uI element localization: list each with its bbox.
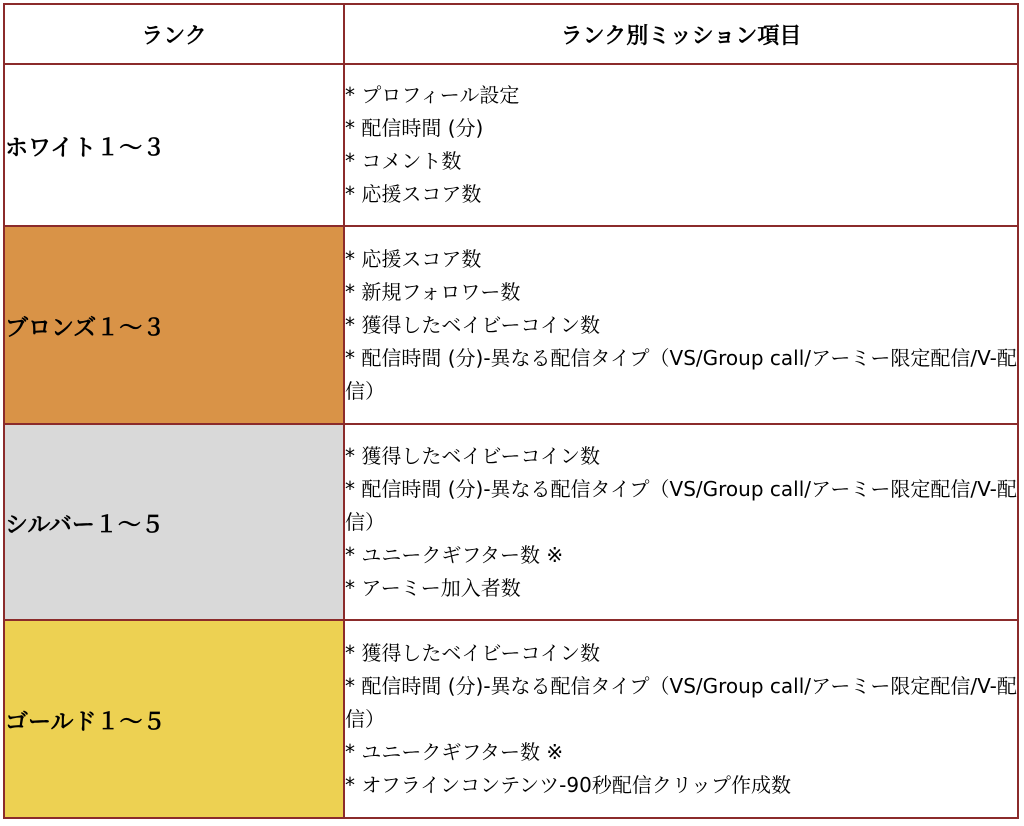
mission-item: * ユニークギフター数 ※ bbox=[345, 542, 564, 567]
mission-item: * オフラインコンテンツ-90秒配信クリップ作成数 bbox=[345, 772, 792, 797]
rank-missions-table bbox=[3, 3, 1019, 819]
mission-item: * 配信時間 (分) bbox=[345, 116, 484, 140]
mission-item: * アーミー加入者数 bbox=[345, 575, 521, 600]
mission-item: * ユニークギフター数 ※ bbox=[345, 739, 564, 764]
header-missions: ランク別ミッション項目 bbox=[344, 4, 1018, 64]
mission-item: * コメント数 bbox=[345, 149, 462, 173]
table-header-row bbox=[4, 4, 1018, 64]
mission-item: * 新規フォロワー数 bbox=[345, 279, 521, 304]
missions-cell-gold bbox=[344, 620, 1018, 818]
rank-cell-bronze: ブロンズ１〜３ bbox=[4, 226, 344, 424]
missions-cell-bronze bbox=[344, 226, 1018, 424]
table-row-white bbox=[4, 64, 1018, 226]
mission-item: * プロフィール設定 bbox=[345, 83, 520, 107]
rank-cell-gold: ゴールド１〜５ bbox=[4, 620, 344, 818]
table-row-gold bbox=[4, 620, 1018, 818]
mission-item: * 応援スコア数 bbox=[345, 182, 482, 206]
missions-cell-white bbox=[344, 64, 1018, 226]
table-row-bronze bbox=[4, 226, 1018, 424]
mission-item: * 獲得したベイビーコイン数 bbox=[345, 640, 600, 665]
mission-item: * 配信時間 (分)-異なる配信タイプ（VS/Group call/アーミー限定配信/V-配信） bbox=[345, 476, 1017, 534]
mission-item: * 獲得したベイビーコイン数 bbox=[345, 443, 600, 468]
rank-cell-silver: シルバー１〜５ bbox=[4, 424, 344, 620]
mission-item: * 応援スコア数 bbox=[345, 246, 482, 271]
missions-cell-silver bbox=[344, 424, 1018, 620]
rank-cell-white: ホワイト１〜３ bbox=[4, 64, 344, 226]
mission-item: * 配信時間 (分)-異なる配信タイプ（VS/Group call/アーミー限定配信/V-配信） bbox=[345, 673, 1017, 731]
table-row-silver bbox=[4, 424, 1018, 620]
mission-item: * 獲得したベイビーコイン数 bbox=[345, 312, 600, 337]
header-rank: ランク bbox=[4, 4, 344, 64]
mission-item: * 配信時間 (分)-異なる配信タイプ（VS/Group call/アーミー限定配信/V-配信） bbox=[345, 345, 1017, 403]
